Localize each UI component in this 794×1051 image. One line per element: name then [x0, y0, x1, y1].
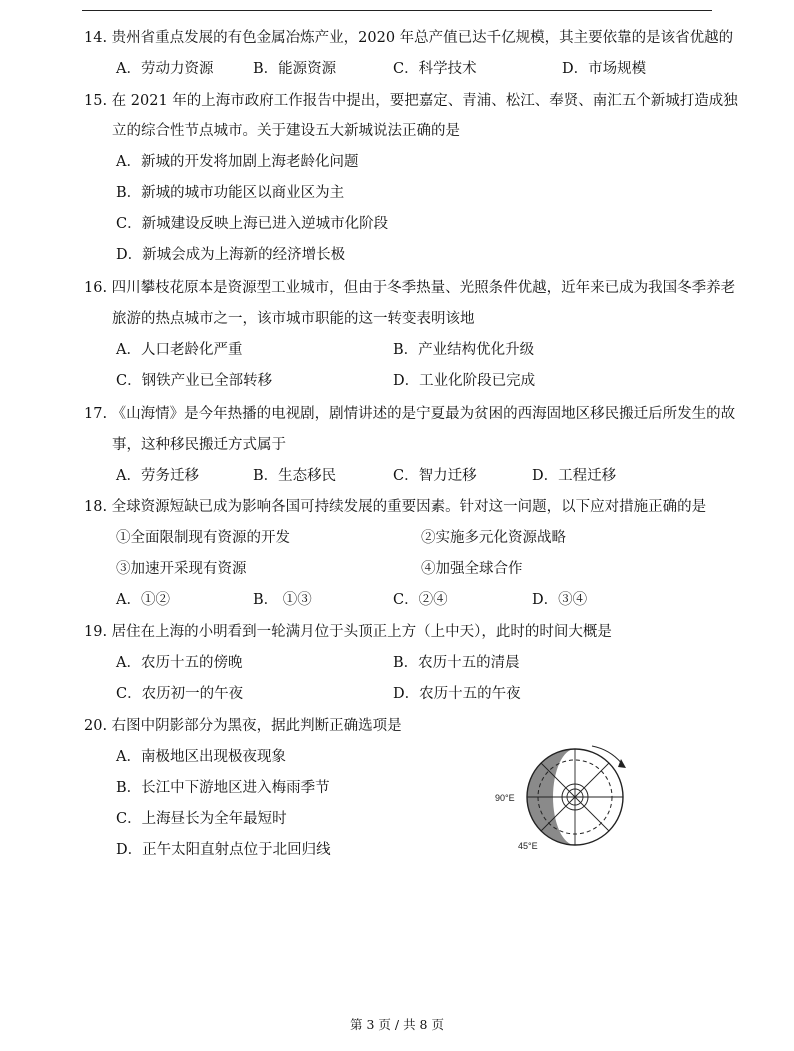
question-17	[84, 404, 735, 424]
question-20	[84, 716, 402, 736]
question-text: 贵州省重点发展的有色金属冶炼产业，2020 年总产值已达千亿规模，其主要依靠的是该省优越的	[111, 30, 734, 46]
polar-view-diagram	[480, 735, 630, 860]
option-20b: B．长江中下游地区进入梅雨季节	[116, 780, 330, 796]
question-text: 四川攀枝花原本是资源型工业城市，但由于冬季热量、光照条件优越，近年来已成为我国冬季养老	[111, 280, 736, 296]
option-20d: D．正午太阳直射点位于北回归线	[116, 842, 331, 858]
option-14c: C．科学技术	[393, 61, 477, 77]
option-19a: A．农历十五的傍晚	[116, 655, 243, 671]
option-14a: A．劳动力资源	[116, 61, 214, 77]
question-number: 18.	[84, 499, 108, 515]
question-15	[84, 91, 738, 111]
option-15d: D．新城会成为上海新的经济增长极	[116, 247, 346, 263]
option-16b: B．产业结构优化升级	[393, 342, 535, 358]
question-text: 右图中阴影部分为黑夜，据此判断正确选项是	[111, 718, 402, 734]
question-number: 19.	[84, 624, 108, 640]
option-16a: A．人口老龄化严重	[116, 342, 243, 358]
question-18	[84, 497, 706, 517]
option-19d: D．农历十五的午夜	[393, 686, 521, 702]
statement-3: ③加速开采现有资源	[116, 561, 247, 577]
option-20c: C．上海昼长为全年最短时	[116, 811, 287, 827]
question-number: 17.	[84, 406, 108, 422]
option-15c: C．新城建设反映上海已进入逆城市化阶段	[116, 216, 389, 232]
option-18d: D．③④	[532, 592, 588, 608]
question-text: 居住在上海的小明看到一轮满月位于头顶正上方（上中天），此时的时间大概是	[111, 624, 612, 640]
question-text: 《山海情》是今年热播的电视剧，剧情讲述的是宁夏最为贫困的西海固地区移民搬迁后所发生的故	[111, 406, 736, 422]
option-19c: C．农历初一的午夜	[116, 686, 244, 702]
polar-view-svg	[480, 735, 630, 860]
label-45e: 45°E	[518, 841, 538, 851]
option-17d: D．工程迁移	[532, 468, 617, 484]
option-18c: C．②④	[393, 592, 448, 608]
option-14d: D．市场规模	[562, 61, 647, 77]
question-17-line2: 事，这种移民搬迁方式属于	[112, 437, 286, 453]
option-14b: B．能源资源	[253, 61, 337, 77]
question-14	[84, 28, 733, 48]
option-16c: C．钢铁产业已全部转移	[116, 373, 273, 389]
option-19b: B．农历十五的清晨	[393, 655, 520, 671]
option-17c: C．智力迁移	[393, 468, 477, 484]
statement-2: ②实施多元化资源战略	[421, 530, 566, 546]
question-15-line2: 立的综合性节点城市。关于建设五大新城说法正确的是	[112, 123, 460, 139]
option-20a: A．南极地区出现极夜现象	[116, 749, 286, 765]
question-text: 在 2021 年的上海市政府工作报告中提出，要把嘉定、青浦、松江、奉贤、南汇五个新城打造成独	[111, 93, 738, 109]
option-15a: A．新城的开发将加剧上海老龄化问题	[116, 154, 359, 170]
option-16d: D．工业化阶段已完成	[393, 373, 536, 389]
option-15b: B．新城的城市功能区以商业区为主	[116, 185, 345, 201]
label-90e: 90°E	[495, 793, 515, 803]
option-17b: B．生态移民	[253, 468, 337, 484]
question-19	[84, 622, 612, 642]
statement-1: ①全面限制现有资源的开发	[116, 530, 290, 546]
option-18a: A．①②	[116, 592, 170, 608]
question-text: 全球资源短缺已成为影响各国可持续发展的重要因素。针对这一问题，以下应对措施正确的是	[111, 499, 707, 515]
question-16-line2: 旅游的热点城市之一，该市城市职能的这一转变表明该地	[112, 311, 475, 327]
option-18b: B． ①③	[253, 592, 312, 608]
option-17a: A．劳务迁移	[116, 468, 199, 484]
statement-4: ④加强全球合作	[421, 561, 523, 577]
question-number: 20.	[84, 718, 108, 734]
question-number: 15.	[84, 93, 108, 109]
question-16	[84, 278, 735, 298]
page-footer: 第 3 页 / 共 8 页	[350, 1017, 444, 1032]
top-rule	[82, 10, 712, 11]
question-number: 16.	[84, 280, 108, 296]
question-number: 14.	[84, 30, 108, 46]
